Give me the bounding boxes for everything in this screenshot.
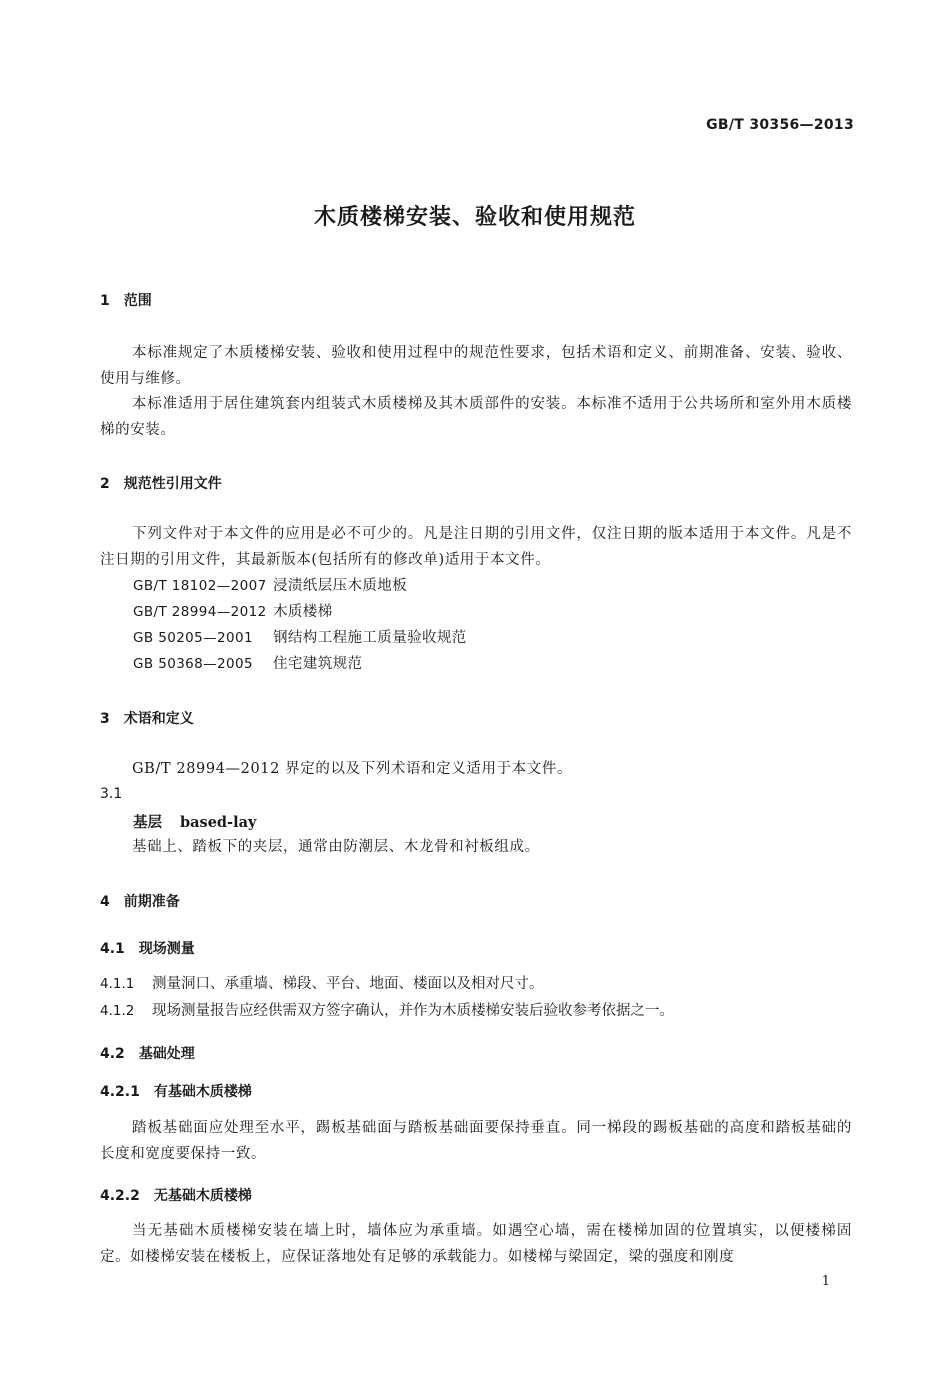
reference-code: GB/T 28994—2012	[133, 604, 267, 620]
section-number: 2	[100, 476, 110, 492]
subsection-4-2-1-heading	[100, 1081, 252, 1101]
reference-name: 钢结构工程施工质量验收规范	[273, 630, 467, 646]
reference-code: GB/T 18102—2007	[133, 578, 267, 594]
section-2-paragraph-1: 下列文件对于本文件的应用是必不可少的。凡是注日期的引用文件，仅注日期的版本适用于本文件。凡是不注日期的引用文件，其最新版本(包括所有的修改单)适用于本文件。	[100, 526, 852, 568]
normative-reference	[133, 573, 407, 599]
section-1-paragraph-1: 本标准规定了木质楼梯安装、验收和使用过程中的规范性要求，包括术语和定义、前期准备、安装、验收、使用与维修。	[100, 345, 852, 387]
clause-4-1-2	[100, 998, 674, 1024]
clause-number: 4.1.1	[100, 976, 135, 992]
page-number: 1	[821, 1274, 830, 1289]
section-number: 3	[100, 711, 110, 727]
reference-code: GB 50205—2001	[133, 630, 254, 646]
subsection-4-2-heading	[100, 1043, 195, 1063]
section-number: 4.2.2	[100, 1188, 140, 1204]
section-number: 4	[100, 894, 110, 910]
section-title: 术语和定义	[123, 711, 194, 727]
clause-number: 4.1.2	[100, 1003, 135, 1019]
section-title: 无基础木质楼梯	[153, 1188, 252, 1204]
normative-reference	[133, 599, 333, 625]
section-2-heading	[100, 473, 222, 493]
clause-text: 现场测量报告应经供需双方签字确认，并作为木质楼梯安装后验收参考依据之一。	[152, 1003, 674, 1019]
term-definition: 基础上、踏板下的夹层，通常由防潮层、木龙骨和衬板组成。	[132, 839, 540, 855]
reference-name: 浸渍纸层压木质地板	[273, 578, 408, 594]
standard-code: GB/T 30356—2013	[706, 117, 854, 133]
clause-4-2-2-text: 当无基础木质楼梯安装在墙上时，墙体应为承重墙。如遇空心墙，需在楼梯加固的位置填实，以便楼梯固定。如楼梯安装在楼板上，应保证落地处有足够的承载能力。如楼梯与梁固定，梁的强度和刚度	[100, 1223, 852, 1265]
section-3-heading	[100, 708, 194, 728]
term-heading	[133, 811, 256, 832]
subsection-4-2-2-heading	[100, 1185, 252, 1205]
term-number: 3.1	[100, 786, 123, 802]
normative-reference	[133, 625, 467, 651]
section-4-heading	[100, 891, 180, 911]
term-chinese: 基层	[133, 814, 162, 831]
section-number: 4.2	[100, 1046, 125, 1062]
document-title: 木质楼梯安装、验收和使用规范	[313, 205, 636, 230]
section-number: 4.2.1	[100, 1084, 140, 1100]
section-3-paragraph-1: GB/T 28994—2012 界定的以及下列术语和定义适用于本文件。	[132, 761, 573, 777]
subsection-4-1-heading	[100, 938, 195, 958]
reference-name: 住宅建筑规范	[273, 656, 363, 672]
normative-reference	[133, 651, 362, 677]
clause-4-2-1-text: 踏板基础面应处理至水平，踢板基础面与踏板基础面要保持垂直。同一梯段的踢板基础的高度和踏板基础的长度和宽度要保持一致。	[100, 1120, 852, 1162]
section-1-heading	[100, 290, 152, 310]
section-title: 范围	[123, 293, 152, 309]
reference-name: 木质楼梯	[273, 604, 333, 620]
term-english: based-lay	[180, 814, 257, 831]
section-number: 4.1	[100, 941, 125, 957]
section-title: 规范性引用文件	[123, 476, 222, 492]
section-title: 现场测量	[138, 941, 195, 957]
clause-text: 测量洞口、承重墙、梯段、平台、地面、楼面以及相对尺寸。	[152, 976, 544, 992]
reference-code: GB 50368—2005	[133, 656, 254, 672]
section-title: 有基础木质楼梯	[153, 1084, 252, 1100]
clause-4-1-1	[100, 971, 544, 997]
section-number: 1	[100, 293, 110, 309]
section-title: 前期准备	[123, 894, 180, 910]
section-title: 基础处理	[138, 1046, 195, 1062]
section-1-paragraph-2: 本标准适用于居住建筑套内组装式木质楼梯及其木质部件的安装。本标准不适用于公共场所和室外用木质楼梯的安装。	[100, 396, 852, 438]
